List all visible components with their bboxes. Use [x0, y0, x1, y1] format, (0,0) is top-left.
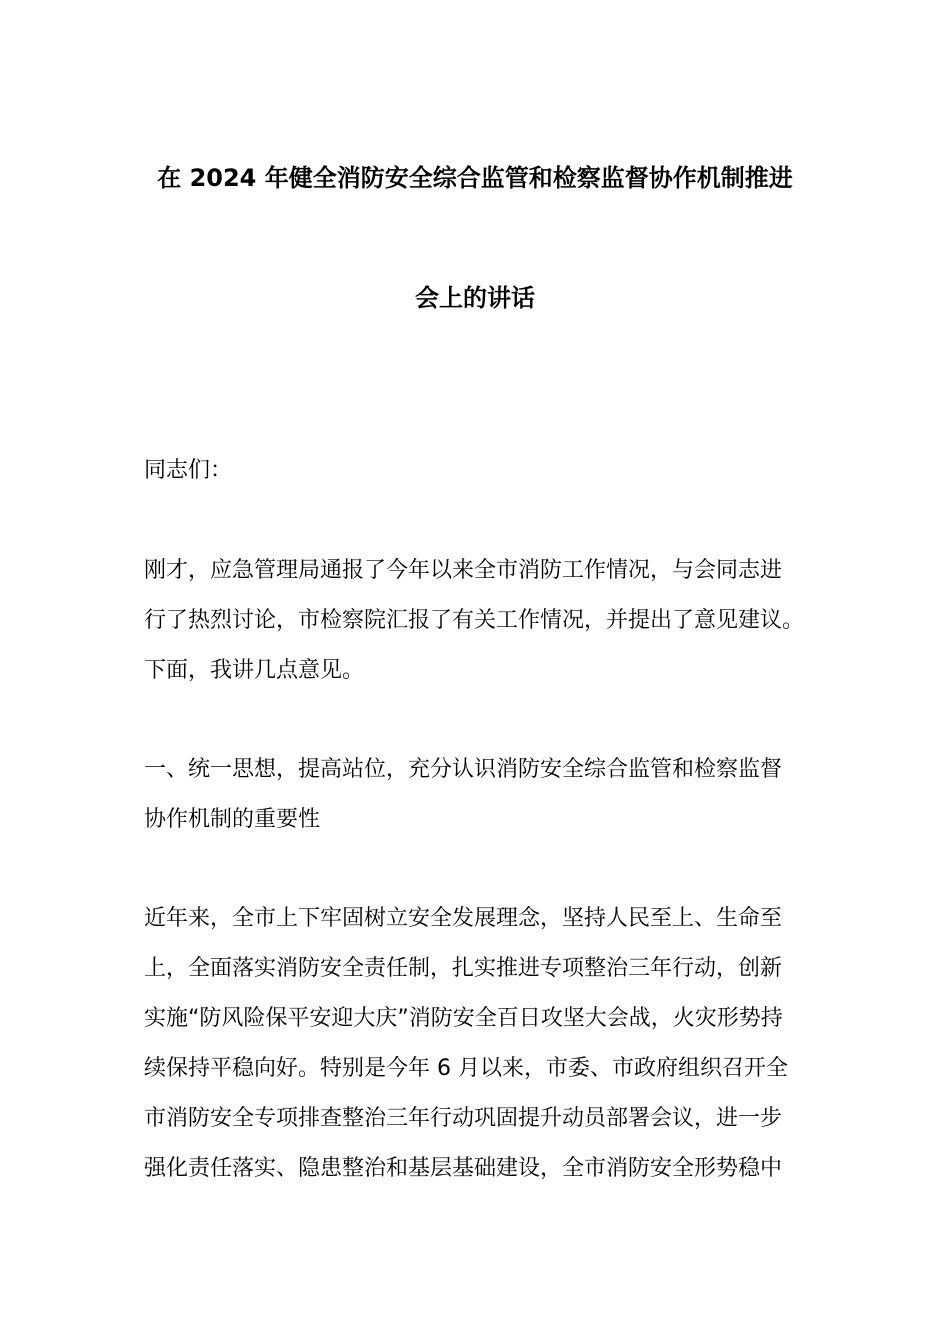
paragraph-line: 上，全面落实消防安全责任制，扎实推进专项整治三年行动，创新: [144, 956, 783, 981]
document-title-line-2: 会上的讲话: [415, 284, 535, 312]
paragraph-intro: [144, 546, 816, 696]
paragraph-line: 续保持平稳向好。特别是今年 6 月以来，市委、市政府组织召开全: [144, 1056, 788, 1081]
greeting: [144, 446, 816, 496]
paragraph-line: 市消防安全专项排查整治三年行动巩固提升动员部署会议，进一步: [144, 1106, 783, 1131]
paragraph-line: 强化责任落实、隐患整治和基层基础建设，全市消防安全形势稳中: [144, 1156, 783, 1181]
heading-line: 协作机制的重要性: [144, 807, 321, 832]
section-heading-1: [144, 745, 816, 845]
paragraph-section-1: [144, 894, 816, 1194]
paragraph-line: 刚才，应急管理局通报了今年以来全市消防工作情况，与会同志进: [144, 558, 783, 583]
greeting-text: 同志们：: [144, 458, 233, 483]
paragraph-line: 行了热烈讨论，市检察院汇报了有关工作情况，并提出了意见建议。: [144, 608, 805, 633]
paragraph-line: 近年来，全市上下牢固树立安全发展理念，坚持人民至上、生命至: [144, 906, 783, 931]
heading-line: 一、统一思想，提高站位，充分认识消防安全综合监管和检察监督: [144, 757, 783, 782]
paragraph-line: 下面，我讲几点意见。: [144, 658, 365, 683]
paragraph-line: 实施“防风险保平安迎大庆”消防安全百日攻坚大会战，火灾形势持: [144, 1006, 783, 1031]
document-title-line-1: 在 2024 年健全消防安全综合监管和检察监督协作机制推进: [157, 164, 793, 192]
